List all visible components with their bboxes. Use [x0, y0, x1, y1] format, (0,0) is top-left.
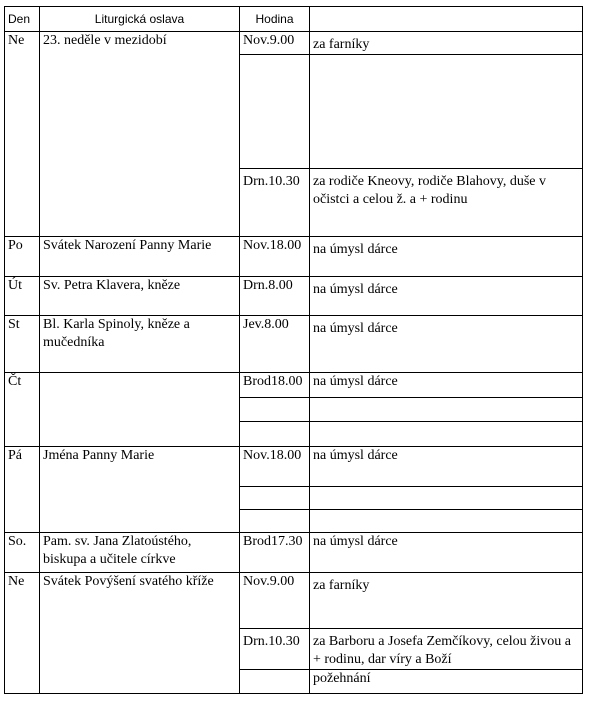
time-cell: Nov.18.00	[240, 447, 310, 487]
celebration-cell: Svátek Narození Panny Marie	[40, 237, 240, 277]
time-cell	[240, 422, 310, 447]
intention-cell: na úmysl dárce	[310, 277, 583, 316]
intention-cell	[310, 422, 583, 447]
celebration-cell: Pam. sv. Jana Zlatoústého, biskupa a učitele církve	[40, 533, 240, 573]
celebration-cell: 23. neděle v mezidobí	[40, 32, 240, 237]
time-cell: Brod17.30	[240, 533, 310, 573]
time-cell: Brod18.00	[240, 373, 310, 398]
time-cell	[240, 487, 310, 510]
time-cell: Jev.8.00	[240, 316, 310, 373]
header-time: Hodina	[240, 7, 310, 32]
time-cell	[240, 55, 310, 169]
table-row	[5, 32, 583, 55]
header-celebration: Liturgická oslava	[40, 7, 240, 32]
day-cell: Čt	[5, 373, 40, 447]
celebration-cell: Sv. Petra Klavera, kněze	[40, 277, 240, 316]
day-cell: So.	[5, 533, 40, 573]
intention-cell	[310, 398, 583, 422]
day-cell: Pá	[5, 447, 40, 533]
table-row	[5, 533, 583, 573]
table-row	[5, 237, 583, 277]
table-row	[5, 573, 583, 629]
day-cell: Út	[5, 277, 40, 316]
intention-cell: za farníky	[310, 32, 583, 55]
celebration-cell: Bl. Karla Spinoly, kněze a mučedníka	[40, 316, 240, 373]
table-row	[5, 373, 583, 398]
celebration-cell: Svátek Povýšení svatého kříže	[40, 573, 240, 694]
time-cell: Drn.10.30	[240, 629, 310, 670]
intention-cell: požehnání	[310, 670, 583, 694]
intention-cell: na úmysl dárce	[310, 447, 583, 487]
day-cell: Po	[5, 237, 40, 277]
intention-cell: na úmysl dárce	[310, 316, 583, 373]
intention-cell: za farníky	[310, 573, 583, 629]
table-row	[5, 277, 583, 316]
mass-schedule-table	[4, 6, 583, 694]
intention-cell	[310, 55, 583, 169]
header-day: Den	[5, 7, 40, 32]
intention-cell: za Barboru a Josefa Zemčíkovy, celou živou a + rodinu, dar víry a Boží	[310, 629, 583, 670]
intention-cell	[310, 510, 583, 533]
intention-cell: na úmysl dárce	[310, 373, 583, 398]
intention-cell: na úmysl dárce	[310, 533, 583, 573]
time-cell: Drn.8.00	[240, 277, 310, 316]
day-cell: Ne	[5, 32, 40, 237]
table-row	[5, 447, 583, 487]
day-cell: Ne	[5, 573, 40, 694]
header-intention	[310, 7, 583, 32]
intention-cell: na úmysl dárce	[310, 237, 583, 277]
time-cell	[240, 398, 310, 422]
time-cell	[240, 510, 310, 533]
intention-cell: za rodiče Kneovy, rodiče Blahovy, duše v očistci a celou ž. a + rodinu	[310, 169, 583, 237]
time-cell: Nov.9.00	[240, 32, 310, 55]
header-row	[5, 7, 583, 32]
time-cell: Nov.9.00	[240, 573, 310, 629]
day-cell: St	[5, 316, 40, 373]
celebration-cell: Jména Panny Marie	[40, 447, 240, 533]
time-cell	[240, 670, 310, 694]
table-row	[5, 316, 583, 373]
celebration-cell	[40, 373, 240, 447]
time-cell: Nov.18.00	[240, 237, 310, 277]
intention-cell	[310, 487, 583, 510]
time-cell: Drn.10.30	[240, 169, 310, 237]
